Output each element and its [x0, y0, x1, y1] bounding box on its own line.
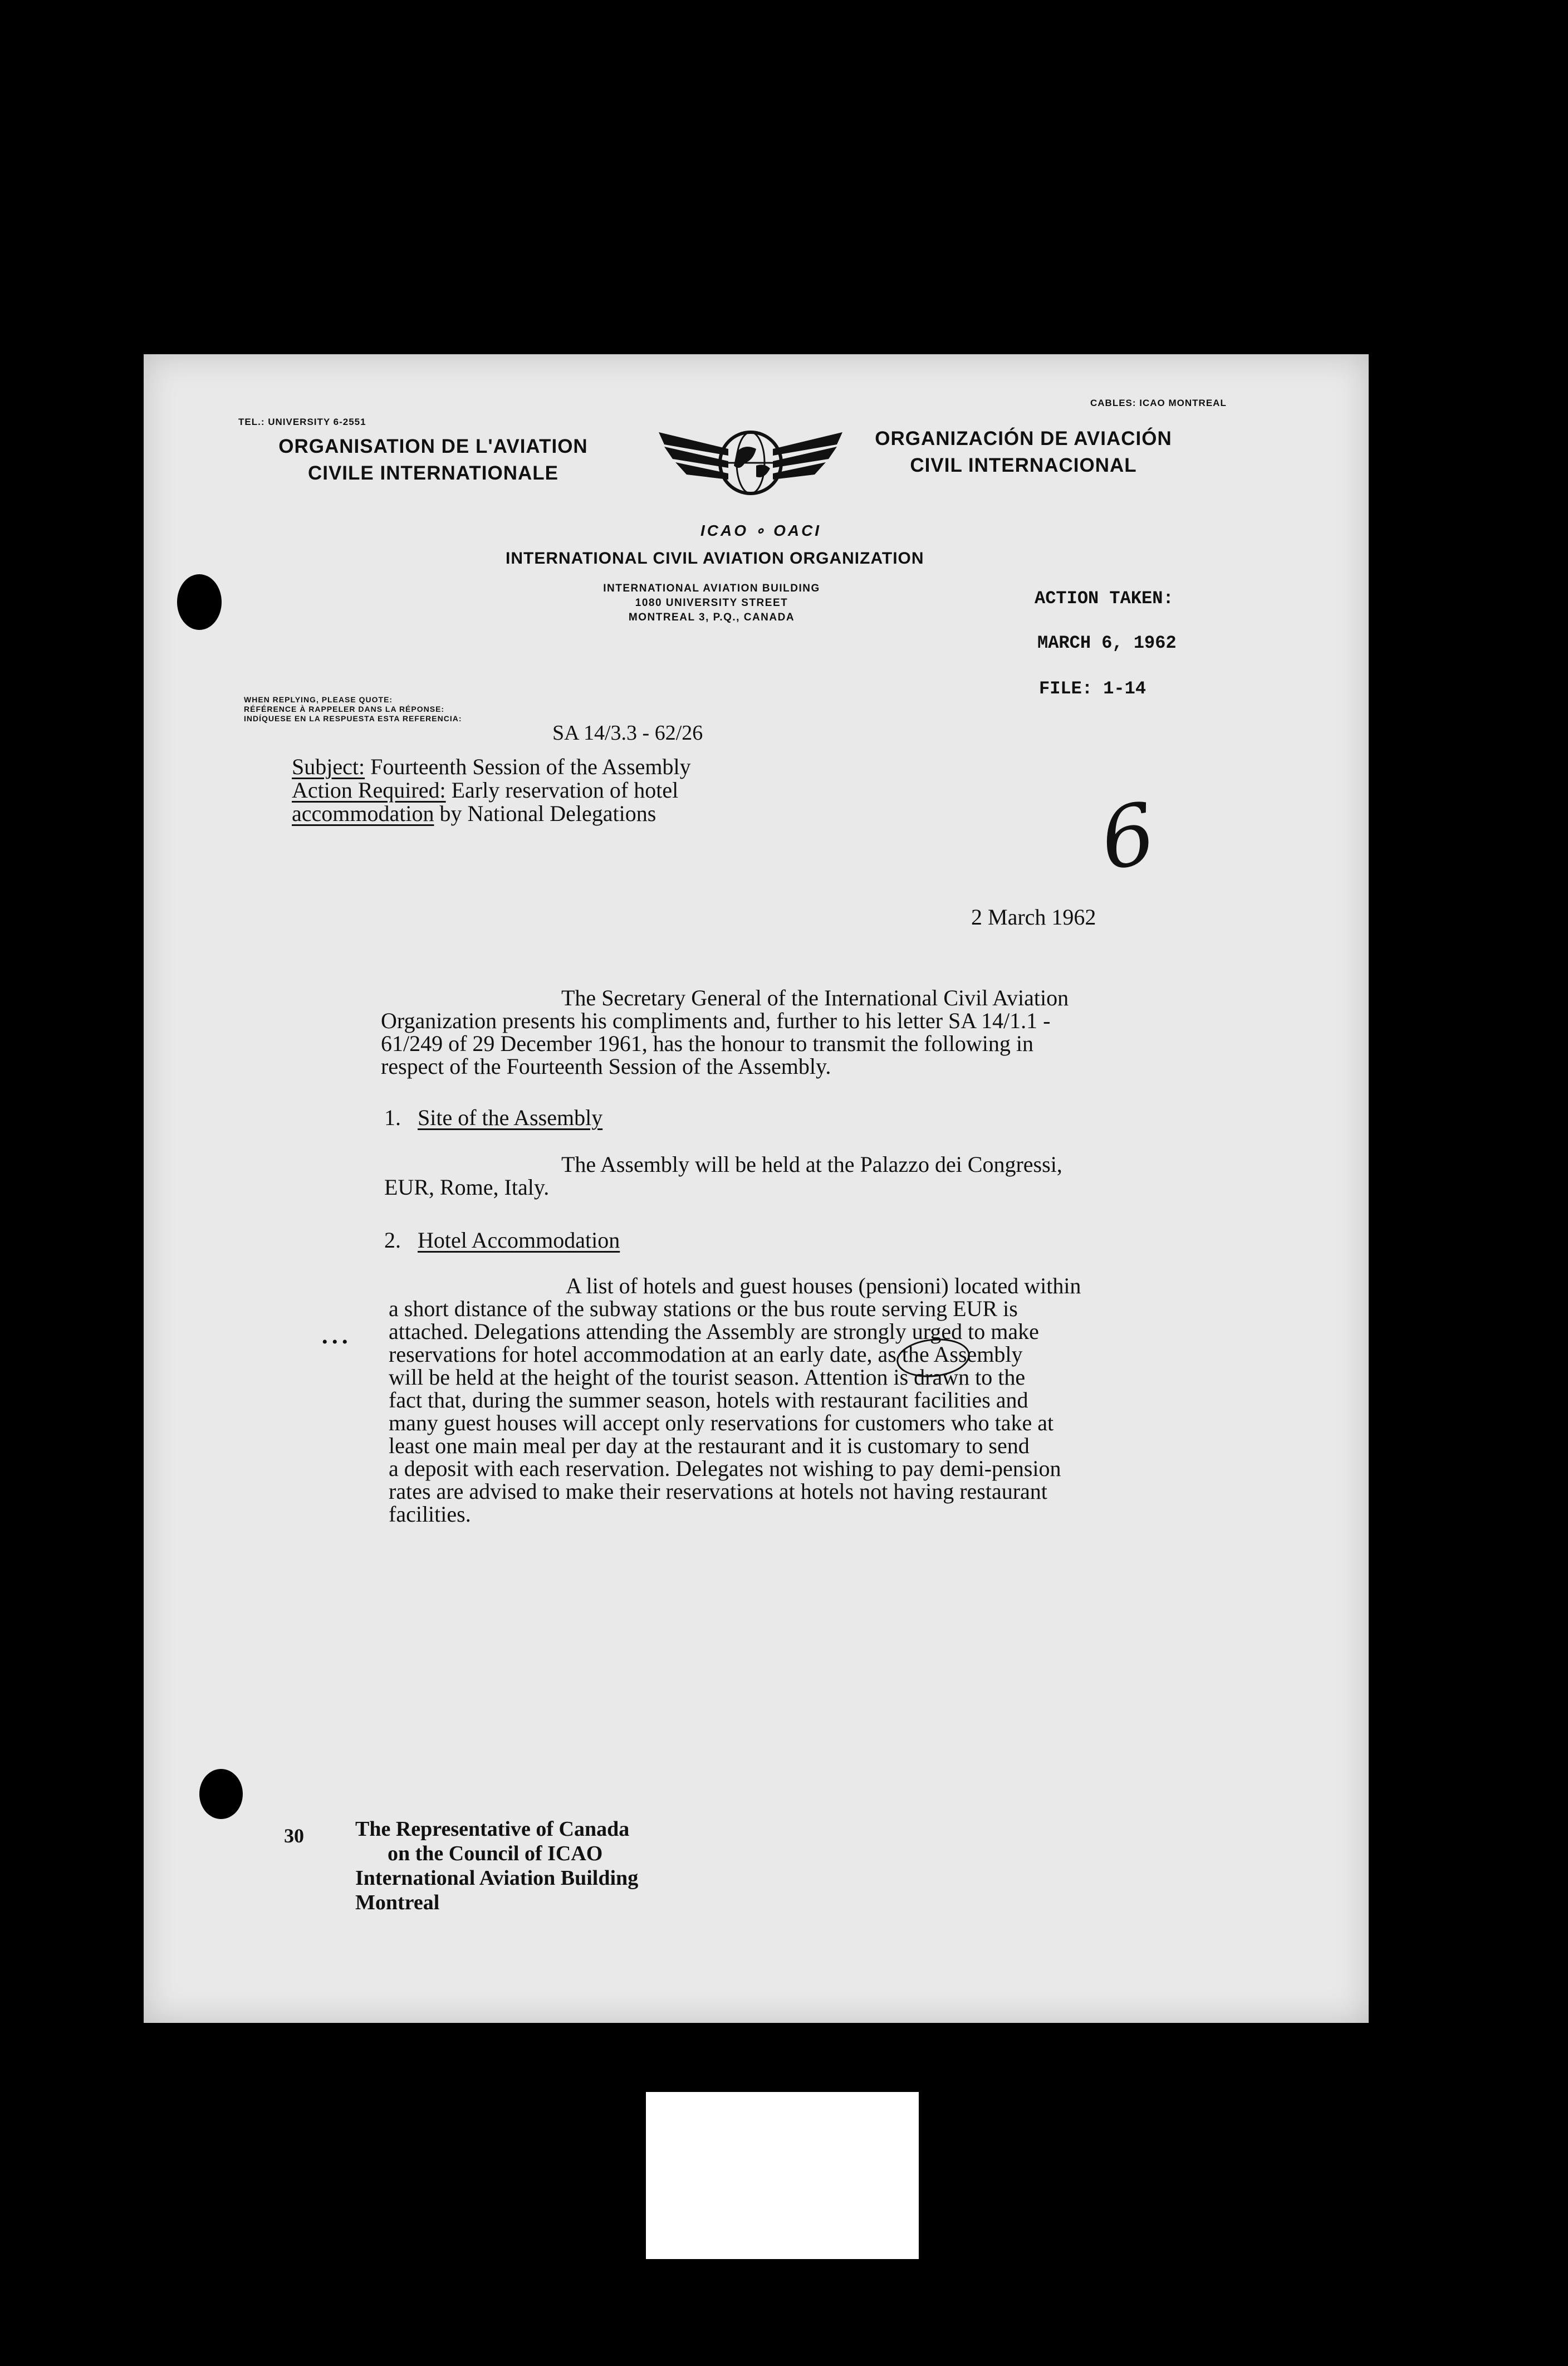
section-line: will be held at the height of the tourist season. Attention is drawn to the: [389, 1365, 1026, 1390]
section-1-heading: [384, 1106, 602, 1129]
org-es-line2: CIVIL INTERNACIONAL: [910, 454, 1137, 476]
action-taken-label: ACTION TAKEN:: [1035, 588, 1174, 609]
section-line: a short distance of the subway stations or the bus route serving EUR is: [389, 1296, 1018, 1321]
intro-paragraph: [381, 986, 1439, 1078]
section-line: rates are advised to make their reservations at hotels not having restaurant: [389, 1479, 1047, 1504]
org-name-french: [277, 433, 589, 487]
addressee-block: [355, 1817, 638, 1915]
margin-dots: • • •: [322, 1333, 348, 1351]
reply-line3: INDÍQUESE EN LA RESPUESTA ESTA REFERENCIA:: [244, 714, 462, 723]
org-fr-line2: CIVILE INTERNATIONALE: [307, 462, 559, 484]
section-number: 1.: [384, 1105, 401, 1130]
page-number: 30: [284, 1825, 304, 1847]
section-line: facilities.: [389, 1502, 471, 1527]
address-line3: MONTREAL 3, P.Q., CANADA: [628, 612, 795, 623]
handwritten-mark: 6: [1093, 785, 1163, 889]
address-line1: INTERNATIONAL AVIATION BUILDING: [603, 583, 820, 594]
addressee-line: Montreal: [355, 1891, 440, 1914]
org-address: [567, 581, 856, 625]
section-2-heading: [384, 1229, 620, 1252]
letter-page: [144, 354, 1369, 2023]
section-line: reservations for hotel accommodation at an early date, as the Assembly: [389, 1342, 1023, 1367]
org-name-spanish: [868, 426, 1179, 479]
cables-line: CABLES: ICAO MONTREAL: [1090, 398, 1227, 408]
section-line: A list of hotels and guest houses (pensioni) located within: [566, 1273, 1081, 1298]
punch-hole-bottom: [199, 1769, 243, 1819]
addressee-line: The Representative of Canada: [355, 1817, 630, 1841]
section-title: Hotel Accommodation: [418, 1228, 620, 1253]
file-number: FILE: 1-14: [1039, 678, 1146, 699]
action-taken-date: MARCH 6, 1962: [1037, 633, 1177, 653]
archive-label: [646, 2092, 919, 2259]
action-required-underlined: accommodation: [292, 801, 434, 826]
section-line: EUR, Rome, Italy.: [384, 1175, 550, 1200]
org-es-line1: ORGANIZACIÓN DE AVIACIÓN: [875, 428, 1172, 449]
subject-text: Fourteenth Session of the Assembly: [370, 754, 691, 779]
section-line: The Assembly will be held at the Palazzo dei Congressi,: [561, 1152, 1062, 1177]
intro-line: 61/249 of 29 December 1961, has the honour to transmit the following in: [381, 1031, 1034, 1056]
section-number: 2.: [384, 1228, 401, 1253]
reference-number: SA 14/3.3 - 62/26: [552, 721, 703, 745]
section-line: many guest houses will accept only reservations for customers who take at: [389, 1410, 1054, 1435]
reply-instructions: [244, 695, 462, 724]
punch-hole-top: [177, 574, 222, 630]
org-name-english: INTERNATIONAL CIVIL AVIATION ORGANIZATION: [506, 549, 924, 568]
section-line: fact that, during the summer season, hotels with restaurant facilities and: [389, 1387, 1028, 1412]
emblem-caption: ICAO ∘ OACI: [700, 522, 822, 539]
section-line: attached. Delegations attending the Assembly are strongly urged to make: [389, 1319, 1039, 1344]
icao-emblem-icon: [653, 410, 848, 521]
action-required-rest: by National Delegations: [439, 801, 656, 826]
org-fr-line1: ORGANISATION DE L'AVIATION: [278, 436, 588, 457]
section-title: Site of the Assembly: [418, 1105, 603, 1130]
letter-date: 2 March 1962: [971, 905, 1096, 930]
section-1-text: [384, 1153, 1062, 1199]
section-2-text: [389, 1274, 1081, 1526]
section-line: least one main meal per day at the restaurant and it is customary to send: [389, 1433, 1030, 1458]
address-line2: 1080 UNIVERSITY STREET: [635, 597, 788, 609]
action-required-label: Action Required:: [292, 778, 446, 803]
section-line: a deposit with each reservation. Delegates not wishing to pay demi-pension: [389, 1456, 1061, 1481]
addressee-line: on the Council of ICAO: [388, 1842, 603, 1865]
action-required-line1: Early reservation of hotel: [451, 778, 679, 803]
action-required-line: [292, 779, 678, 801]
intro-line: respect of the Fourteenth Session of the Assembly.: [381, 1054, 831, 1079]
intro-line: The Secretary General of the International Civil Aviation: [561, 985, 1069, 1010]
action-required-line2: [292, 802, 656, 825]
telephone-line: TEL.: UNIVERSITY 6-2551: [238, 417, 366, 427]
reply-line1: WHEN REPLYING, PLEASE QUOTE:: [244, 695, 393, 704]
addressee-line: International Aviation Building: [355, 1866, 639, 1890]
reply-line2: RÉFÉRENCE À RAPPELER DANS LA RÉPONSE:: [244, 705, 445, 713]
intro-line: Organization presents his compliments and, further to his letter SA 14/1.1 -: [381, 1008, 1051, 1033]
subject-line: [292, 755, 691, 778]
subject-label: Subject:: [292, 754, 365, 779]
